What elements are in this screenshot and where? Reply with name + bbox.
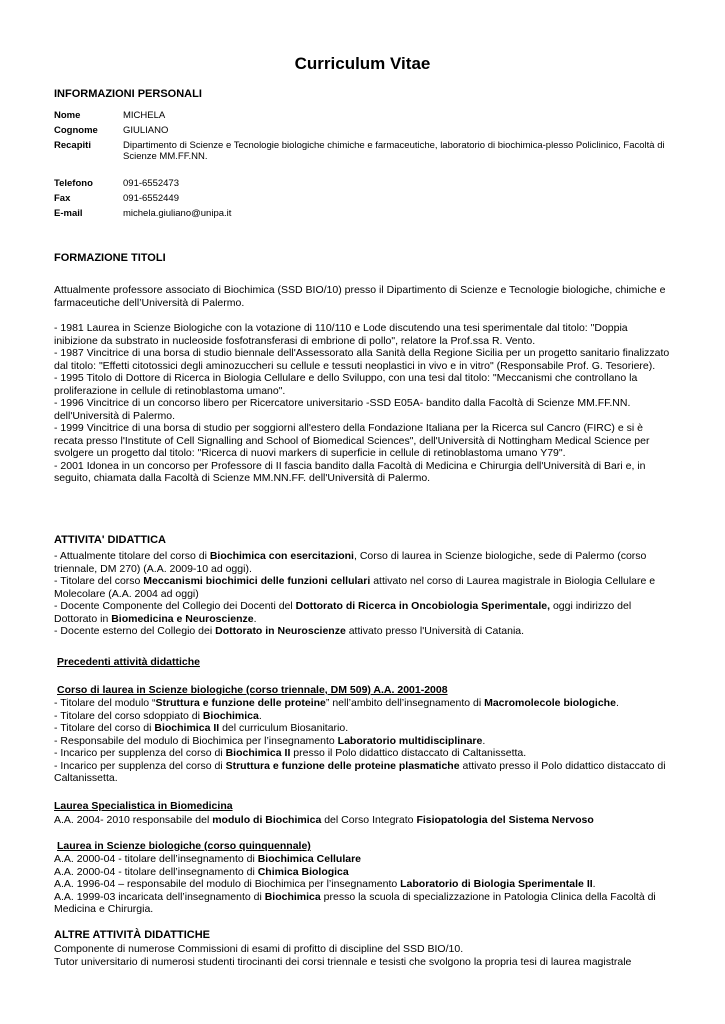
page-title: Curriculum Vitae: [294, 54, 431, 73]
didattica-item: - Docente Componente del Collegio dei Docenti del Dottorato di Ricerca in Oncobiologia Sperimentale, oggi indirizzo del Dottorato in Biomedicina e Neuroscienze.: [54, 600, 632, 625]
formazione-item: - 1995 Titolo di Dottore di Ricerca in Biologia Cellulare e dello Sviluppo, con una tesi dal titolo: "Meccanismi che controllano la proliferazione in cellule di retinoblastoma umano".: [54, 372, 638, 397]
formazione-item: - 1981 Laurea in Scienze Biologiche con la votazione di 110/110 e Lode discutendo una tesi sperimentale dal titolo: "Doppia inibizione da substrato in nucleoside fosfotransferasi di embrione di pollo", relatore la Prof.ssa R. Vento.: [54, 322, 628, 347]
specialistica-heading: Laurea Specialistica in Biomedicina: [54, 800, 233, 812]
fax-label: Fax: [54, 193, 71, 204]
personal-heading: INFORMAZIONI PERSONALI: [54, 88, 202, 100]
triennale-item: - Incarico per supplenza del corso di Struttura e funzione delle proteine plasmatiche attivato presso il Polo didattico distaccato di Caltanissetta.: [54, 759, 666, 784]
precedenti-heading: Precedenti attività didattiche: [57, 656, 200, 668]
quinquennale-item: A.A. 1999-03 incaricata dell’insegnamento di Biochimica presso la scuola di specializzazione in Patologia Clinica della Facoltà di Medicina e Chirurgia.: [54, 890, 656, 915]
nome-label: Nome: [54, 110, 81, 121]
triennale-item: - Titolare del modulo “Struttura e funzione delle proteine” nell’ambito dell’insegnamento di Macromolecole biologiche.: [54, 697, 619, 709]
didattica-item: - Docente esterno del Collegio dei Dottorato in Neuroscienze attivato presso l'Università di Catania.: [54, 625, 525, 637]
triennale-item: - Responsabile del modulo di Biochimica per l’insegnamento Laboratorio multidisciplinare.: [54, 734, 486, 747]
triennale-item: - Titolare del corso sdoppiato di Biochimica.: [54, 709, 262, 722]
triennale-heading: Corso di laurea in Scienze biologiche (corso triennale, DM 509) A.A. 2001-2008: [57, 684, 448, 696]
formazione-intro: Attualmente professore associato di Biochimica (SSD BIO/10) presso il Dipartimento di Scienze e Tecnologie biologiche, chimiche e farmaceutiche dell’Università di Palermo.: [54, 284, 666, 309]
didattica-heading: ATTIVITA' DIDATTICA: [54, 534, 166, 546]
altre-list: [54, 943, 670, 968]
didattica-list: [54, 550, 670, 638]
formazione-list: [54, 322, 670, 485]
formazione-item: - 1987 Vincitrice di una borsa di studio biennale dell'Assessorato alla Sanità della Regione Sicilia per un progetto sanitario finalizzato dal titolo: "Effetti citotossici degli aminozuccheri su cellule e tessuti neoplastici in vivo e in vitro" (Responsabile Prof. G. Tesoriere).: [54, 347, 670, 372]
specialistica-item: A.A. 2004- 2010 responsabile del modulo di Biochimica del Corso Integrato Fisiopatologia del Sistema Nervoso: [54, 814, 594, 826]
altre-item: Componente di numerose Commissioni di esami di profitto di discipline del SSD BIO/10.: [54, 943, 464, 955]
altre-item: Tutor universitario di numerosi studenti tirocinanti dei corsi triennale e tesisti che svolgono la propria tesi di laurea magistrale: [54, 955, 632, 968]
quinquennale-item: A.A. 1996-04 – responsabile del modulo di Biochimica per l’insegnamento Laboratorio di Biologia Sperimentale II.: [54, 878, 596, 890]
recapiti-label: Recapiti: [54, 140, 91, 151]
quinquennale-heading: Laurea in Scienze biologiche (corso quinquennale): [57, 840, 311, 852]
telefono-value: 091-6552473: [123, 178, 179, 189]
quinquennale-item: A.A. 2000-04 - titolare dell’insegnamento di Biochimica Cellulare: [54, 853, 362, 865]
email-value: michela.giuliano@unipa.it: [123, 208, 232, 219]
formazione-item: - 1996 Vincitrice di un concorso libero per Ricercatore universitario -SSD E05A- bandito dalla Facoltà di Scienze MM.FF.NN. dell'Università di Palermo.: [54, 397, 631, 422]
triennale-item: - Incarico per supplenza del corso di Biochimica II presso il Polo didattico distaccato di Caltanissetta.: [54, 747, 527, 759]
telefono-label: Telefono: [54, 178, 93, 189]
fax-value: 091-6552449: [123, 193, 179, 204]
quinquennale-list: [54, 853, 670, 916]
didattica-item: - Attualmente titolare del corso di Biochimica con esercitazioni, Corso di laurea in Scienze biologiche, sede di Palermo (corso triennale, DM 270) (A.A. 2009-10 ad oggi).: [54, 550, 647, 575]
formazione-item: - 2001 Idonea in un concorso per Professore di II fascia bandito dalla Facoltà di Medicina e Chirurgia dell'Università di Bari e, in seguito, chiamata dalla Facoltà di Scienze MM.NN.FF. dell'Università di Palermo.: [54, 459, 646, 484]
triennale-item: - Titolare del corso di Biochimica II del curriculum Biosanitario.: [54, 722, 349, 734]
cognome-label: Cognome: [54, 125, 98, 136]
email-label: E-mail: [54, 208, 83, 219]
formazione-item: - 1999 Vincitrice di una borsa di studio per soggiorni all'estero della Fondazione Italiana per la Ricerca sul Cancro (FIRC) e si è recata presso l'Institute of Cell Signalling and School of Biomedical Sciences", dell'Università di Nottingham Medical Science per svolgere un progetto dal titolo: "Ricerca di nuovi markers di superficie in cellule di retinoblastoma umano Y79".: [54, 422, 650, 459]
recapiti-value: Dipartimento di Scienze e Tecnologie biologiche chimiche e farmaceutiche, laboratorio di biochimica-plesso Policlinico, Facoltà di Scienze MM.FF.NN.: [123, 140, 665, 162]
quinquennale-item: A.A. 2000-04 - titolare dell’insegnamento di Chimica Biologica: [54, 865, 349, 878]
formazione-heading: FORMAZIONE TITOLI: [54, 252, 166, 264]
cognome-value: GIULIANO: [123, 125, 169, 136]
triennale-list: [54, 697, 670, 785]
nome-value: MICHELA: [123, 110, 166, 121]
didattica-item: - Titolare del corso Meccanismi biochimici delle funzioni cellulari attivato nel corso di Laurea magistrale in Biologia Cellulare e Molecolare (A.A. 2004 ad oggi): [54, 575, 656, 600]
altre-heading: ALTRE ATTIVITÀ DIDATTICHE: [54, 929, 211, 941]
